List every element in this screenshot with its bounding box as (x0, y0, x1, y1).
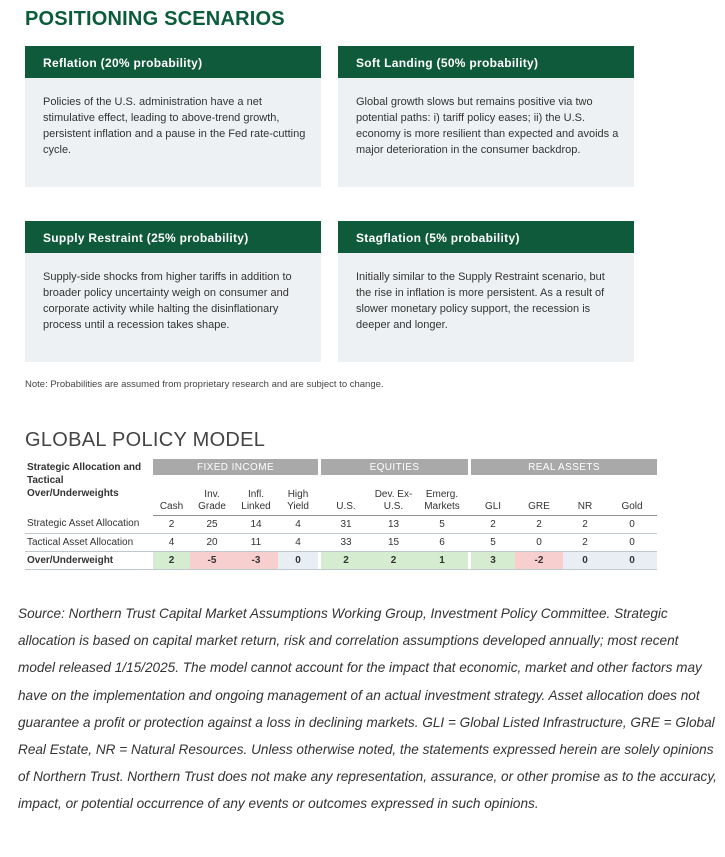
table-cell: 0 (607, 551, 657, 569)
row-label: Strategic Asset Allocation (25, 515, 153, 533)
table-cell: 2 (563, 533, 607, 551)
table-cell: 4 (153, 533, 190, 551)
table-cell: 11 (234, 533, 278, 551)
source-disclaimer: Source: Northern Trust Capital Market Assumptions Working Group, Investment Policy Committee. Strategic allocation is based on capital market return, risk and correlation assumptions developed annually; most recent model released 1/15/2025. The model cannot account for the impact that economic, market and other factors may have on the implementation and ongoing management of an actual investment strategy. Asset allocation does not guarantee a profit or protection against a loss in declining markets. GLI = Global Listed Infrastructure, GRE = Global Real Estate, NR = Natural Resources. Unless otherwise noted, the statements expressed herein are solely opinions of Northern Trust. Northern Trust does not make any representation, assurance, or other promise as to the accuracy, impact, or potential occurrence of any events or outcomes expressed in such opinions. (18, 606, 717, 812)
table-cell: 6 (416, 533, 468, 551)
probability-note: Note: Probabilities are assumed from proprietary research and are subject to change. (25, 379, 384, 390)
group-equities: EQUITIES (321, 459, 468, 475)
col-us: U.S. (321, 475, 371, 515)
table-cell: 5 (416, 515, 468, 533)
table-cell: -3 (234, 551, 278, 569)
col-nr: NR (563, 475, 607, 515)
table-cell: 1 (416, 551, 468, 569)
scenario-card-reflation (25, 46, 321, 187)
col-emerg-markets: Emerg. Markets (416, 475, 468, 515)
col-infl-linked: Infl. Linked (234, 475, 278, 515)
table-cell: -5 (190, 551, 234, 569)
scenario-body: Global growth slows but remains positive via two potential paths: i) tariff policy eases; ii) the U.S. economy is more resilient than expected and avoids a major deterioration in the consumer backdrop. (356, 96, 619, 156)
table-cell: 14 (234, 515, 278, 533)
table-cell: 2 (515, 515, 563, 533)
col-high-yield: High Yield (278, 475, 318, 515)
scenario-body: Supply-side shocks from higher tariffs in addition to broader policy uncertainty weigh on consumer and corporate activity while halting the disinflationary process until a recession takes shape. (43, 271, 292, 331)
table-cell: 33 (321, 533, 371, 551)
global-policy-model-table (25, 459, 657, 570)
table-cell: 2 (153, 515, 190, 533)
col-cash: Cash (153, 475, 190, 515)
page-title: POSITIONING SCENARIOS (25, 8, 285, 30)
table-cell: -2 (515, 551, 563, 569)
table-cell: 4 (278, 533, 318, 551)
scenario-card-stagflation (338, 221, 634, 362)
scenario-heading: Soft Landing (50% probability) (338, 46, 634, 78)
col-gre: GRE (515, 475, 563, 515)
scenario-body: Initially similar to the Supply Restraint scenario, but the rise in inflation is more persistent. As a result of slower monetary policy support, the recession is deeper and longer. (356, 271, 605, 331)
table-row (25, 551, 657, 569)
scenario-card-soft-landing (338, 46, 634, 187)
table-cell: 0 (278, 551, 318, 569)
table-row (25, 533, 657, 551)
scenario-heading: Supply Restraint (25% probability) (25, 221, 321, 253)
col-inv-grade: Inv. Grade (190, 475, 234, 515)
table-cell: 3 (471, 551, 515, 569)
row-header: Strategic Allocation and Tactical Over/Underweights (27, 462, 142, 499)
scenario-heading: Reflation (20% probability) (25, 46, 321, 78)
model-title: GLOBAL POLICY MODEL (25, 429, 266, 451)
row-label: Tactical Asset Allocation (25, 533, 153, 551)
table-cell: 2 (563, 515, 607, 533)
table-cell: 2 (321, 551, 371, 569)
table-cell: 0 (607, 533, 657, 551)
table-row (25, 515, 657, 533)
scenario-body: Policies of the U.S. administration have a net stimulative effect, leading to above-trend growth, persistent inflation and a pause in the Fed rate-cutting cycle. (43, 96, 306, 156)
col-dev-ex-us: Dev. Ex-U.S. (371, 475, 416, 515)
table-cell: 5 (471, 533, 515, 551)
table-cell: 2 (371, 551, 416, 569)
group-fixed-income: FIXED INCOME (153, 459, 318, 475)
row-label: Over/Underweight (25, 551, 153, 569)
group-real-assets: REAL ASSETS (471, 459, 657, 475)
table-cell: 0 (515, 533, 563, 551)
col-gold: Gold (607, 475, 657, 515)
col-gli: GLI (471, 475, 515, 515)
table-cell: 31 (321, 515, 371, 533)
table-cell: 2 (471, 515, 515, 533)
table-cell: 4 (278, 515, 318, 533)
scenario-card-supply-restraint (25, 221, 321, 362)
table-cell: 20 (190, 533, 234, 551)
scenario-heading: Stagflation (5% probability) (338, 221, 634, 253)
table-cell: 13 (371, 515, 416, 533)
table-cell: 25 (190, 515, 234, 533)
table-cell: 0 (563, 551, 607, 569)
table-cell: 2 (153, 551, 190, 569)
table-cell: 15 (371, 533, 416, 551)
table-cell: 0 (607, 515, 657, 533)
